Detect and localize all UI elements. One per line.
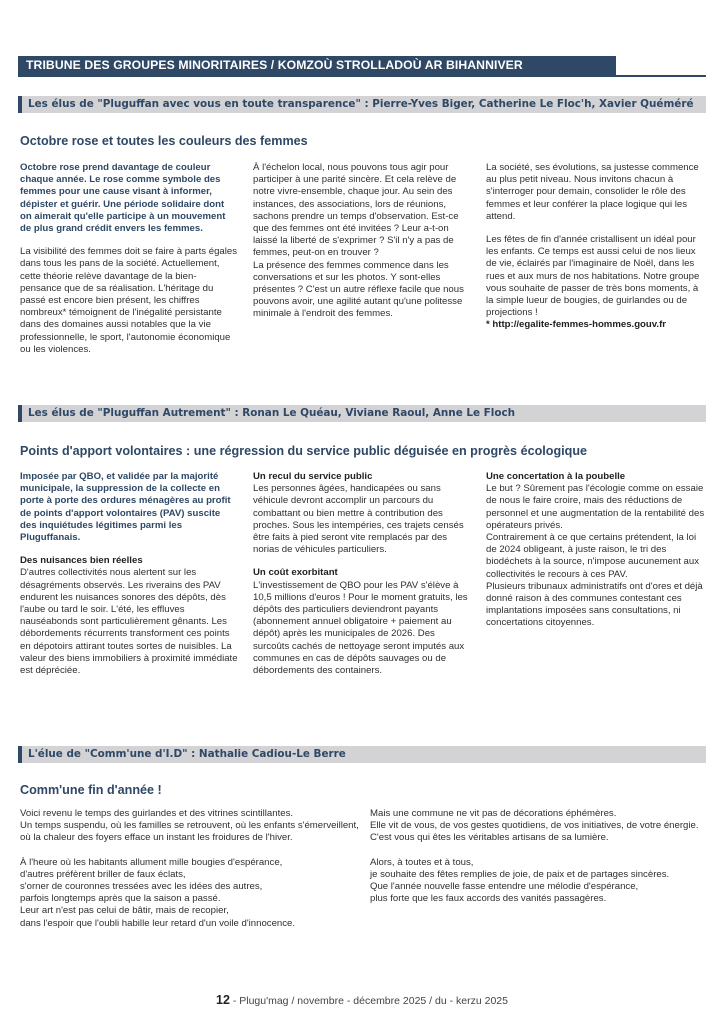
group-header-commune-id: L'élue de "Comm'une d'I.D" : Nathalie Cadiou-Le Berre: [18, 746, 706, 763]
poem-line: parfois longtemps après que la saison a passé.: [20, 893, 221, 905]
poem-line: À l'heure où les habitants allument mille bougies d'espérance,: [20, 856, 283, 868]
group-header-autrement: Les élus de "Pluguffan Autrement" : Ronan Le Quéau, Viviane Raoul, Anne Le Floch: [18, 405, 706, 422]
s2-subheading: Des nuisances bien réelles: [20, 555, 143, 567]
s2-column-2: [253, 471, 471, 677]
s1-column-3: [486, 162, 706, 332]
page-footer: [0, 993, 724, 1007]
s1-paragraph: La visibilité des femmes doit se faire à parts égales dans tous les pans de la société. Actuellement, cette théorie relève davantage de la bien-pensance que de sa réalisation. L'héritage du passé est encore bien présent, les chiffres nombreux* témoignent de l'inégalité persistante dans des domaines aussi notables que la vie professionnelle, le sport, l'autonomie économique ou les violences.: [20, 246, 238, 355]
s2-subheading: Un recul du service public: [253, 471, 373, 482]
s1-column-2: [253, 162, 471, 321]
s2-subheading: Un coût exorbitant: [253, 567, 338, 579]
poem-line: s'orner de couronnes tressées avec les idées des autres,: [20, 881, 263, 893]
poem-line: C'est vous qui êtes les véritables artisans de sa lumière.: [370, 832, 609, 844]
source-url: * http://egalite-femmes-hommes.gouv.fr: [486, 319, 666, 331]
s2-paragraph: D'autres collectivités nous alertent sur les désagréments observés. Les riverains des PAV endurent les nuisances sonores des dépôts, dès l'aube ou tard le soir. L'été, les effluves nauséabonds sont particulièrement gênants. Les débordements récurrents transforment ces points en dépotoirs attirant toutes sortes de nuisibles. La valeur des biens immobiliers à proximité immédiate est dépréciée.: [20, 567, 238, 677]
footer-text: - Plugu'mag / novembre - décembre 2025 / du - kerzu 2025: [229, 995, 508, 1007]
s1-paragraph: Les fêtes de fin d'année cristallisent un idéal pour les enfants. Ce temps est aussi celui de nos lieux de vie, éclairés par l'imaginaire de Noël, dans les rues et aux murs de nos habitations. Notre groupe vous souhaite de passer de très bons moments, à la simple lueur de bougies, de guirlandes ou de projections !: [486, 234, 700, 319]
poem-line: Elle vit de vous, de vos gestes quotidiens, de vos initiatives, de votre énergie.: [370, 820, 699, 832]
s1-column-1: [20, 162, 238, 356]
s1-paragraph: La présence des femmes commence dans les conversations et sur les photos. Y sont-elles présentes ? C'est un autre réflexe facile que nous pouvons avoir, une agilité autant qu'une politesse minimale à l'endroit des femmes.: [253, 259, 464, 320]
poem-line: Mais une commune ne vit pas de décorations éphémères.: [370, 808, 617, 819]
poem-line: d'autres préfèrent briller de faux éclats,: [20, 868, 186, 880]
s2-subheading: Une concertation à la poubelle: [486, 471, 626, 482]
s2-paragraph: Le but ? Sûrement pas l'écologie comme on essaie de nous le faire croire, mais des réductions de personnel et une augmentation de la rentabilité des opérateurs privés.: [486, 483, 705, 531]
group-header-transparence: Les élus de "Pluguffan avec vous en toute transparence" : Pierre-Yves Biger, Catherine Le Floc'h, Xavier Quéméré: [18, 96, 706, 113]
banner-rule: [18, 75, 706, 77]
s2-paragraph: Plusieurs tribunaux administratifs ont d'ores et déjà donné raison à des communes contestant ces implantations imposées sans consultations, ni concertations citoyennes.: [486, 580, 703, 629]
s2-column-1: [20, 471, 238, 677]
s3-column-right: [370, 808, 706, 905]
s1-paragraph: La société, ses évolutions, sa justesse commence au plus petit niveau. Nous invitons chacun à s'interroger pour demain, consolider le rôle des femmes et leur conférer la place logique qui les attend.: [486, 162, 699, 222]
s2-paragraph: Contrairement à ce que certains prétendent, la loi de 2024 obligeant, à juste raison, le tri des biodéchets à la source, n'impose aucunement aux collectivités le recours à ces PAV.: [486, 532, 700, 580]
poem-line: Que l'année nouvelle fasse entendre une mélodie d'espérance,: [370, 881, 639, 893]
s1-paragraph: À l'échelon local, nous pouvons tous agir pour participer à une parité sincère. Et cela relève de notre vivre-ensemble, chaque jour. Au sein des instances, des associations, lors de réunions, sachons prendre un temps d'observation. Est-ce que des femmes ont été invitées ? Leur a-t-on laissé la liberté de s'exprimer ? S'il n'y a pas de femmes, peut-on en trouver ?: [253, 162, 459, 259]
poem-line: je souhaite des fêtes remplies de joie, de paix et de partages sincères.: [370, 868, 670, 880]
article-title-pav: Points d'apport volontaires : une régression du service public déguisée en progrès écologique: [20, 444, 588, 458]
tribune-banner: TRIBUNE DES GROUPES MINORITAIRES / KOMZOÙ STROLLADOÙ AR BIHANNIVER: [18, 56, 616, 75]
s1-lead: Octobre rose prend davantage de couleur chaque année. Le rose comme symbole des femmes pour une cause visant à informer, dépister et guérir. Une période solidaire dont on aimerait qu'elle participe à un mouvement de plus grand crédit envers les femmes.: [20, 162, 226, 235]
poem-line: Alors, à toutes et à tous,: [370, 856, 474, 868]
poem-line: plus forte que les faux accords des vanités passagères.: [370, 893, 607, 905]
poem-line: dans l'espoir que l'oubli habille leur retard d'un voile d'innocence.: [20, 917, 296, 929]
s2-column-3: [486, 471, 706, 630]
poem-line: Voici revenu le temps des guirlandes et des vitrines scintillantes.: [20, 808, 294, 819]
s2-lead: Imposée par QBO, et validée par la majorité municipale, la suppression de la collecte en porte à porte des ordures ménagères au profit de points d'apport volontaires (PAV) suscite des inquiétudes légitimes parmi les Pluguffanais.: [20, 471, 231, 544]
article-title-octobre-rose: Octobre rose et toutes les couleurs des femmes: [20, 134, 308, 148]
poem-line: Un temps suspendu, où les familles se retrouvent, où les enfants s'émerveillent,: [20, 820, 359, 832]
poem-line: Leur art n'est pas celui de bâtir, mais de recopier,: [20, 905, 229, 917]
s3-column-left: [20, 808, 360, 930]
s2-paragraph: Les personnes âgées, handicapées ou sans véhicule devront accomplir un parcours du combattant ou bien mettre à contribution des proches. Sous les intempéries, ces trajets censés être faits à pied seront vite remplacés par des norias de véhicules particuliers.: [253, 483, 464, 556]
page-number: 12: [216, 993, 230, 1007]
article-title-fin-annee: Comm'une fin d'année !: [20, 783, 162, 797]
s2-paragraph: L'investissement de QBO pour les PAV s'élève à 10,5 millions d'euros ! Pour le moment gratuits, les dépôts des particuliers deviendront payants (abonnement annuel obligatoire + paiement au dépôt) après les municipales de 2026. Des surcoûts cachés de nettoyage seront imputés aux communes en cas de dépôts sauvages ou de débordements des containers.: [253, 579, 468, 677]
poem-line: où la chaleur des foyers efface un instant les froidures de l'hiver.: [20, 832, 293, 844]
